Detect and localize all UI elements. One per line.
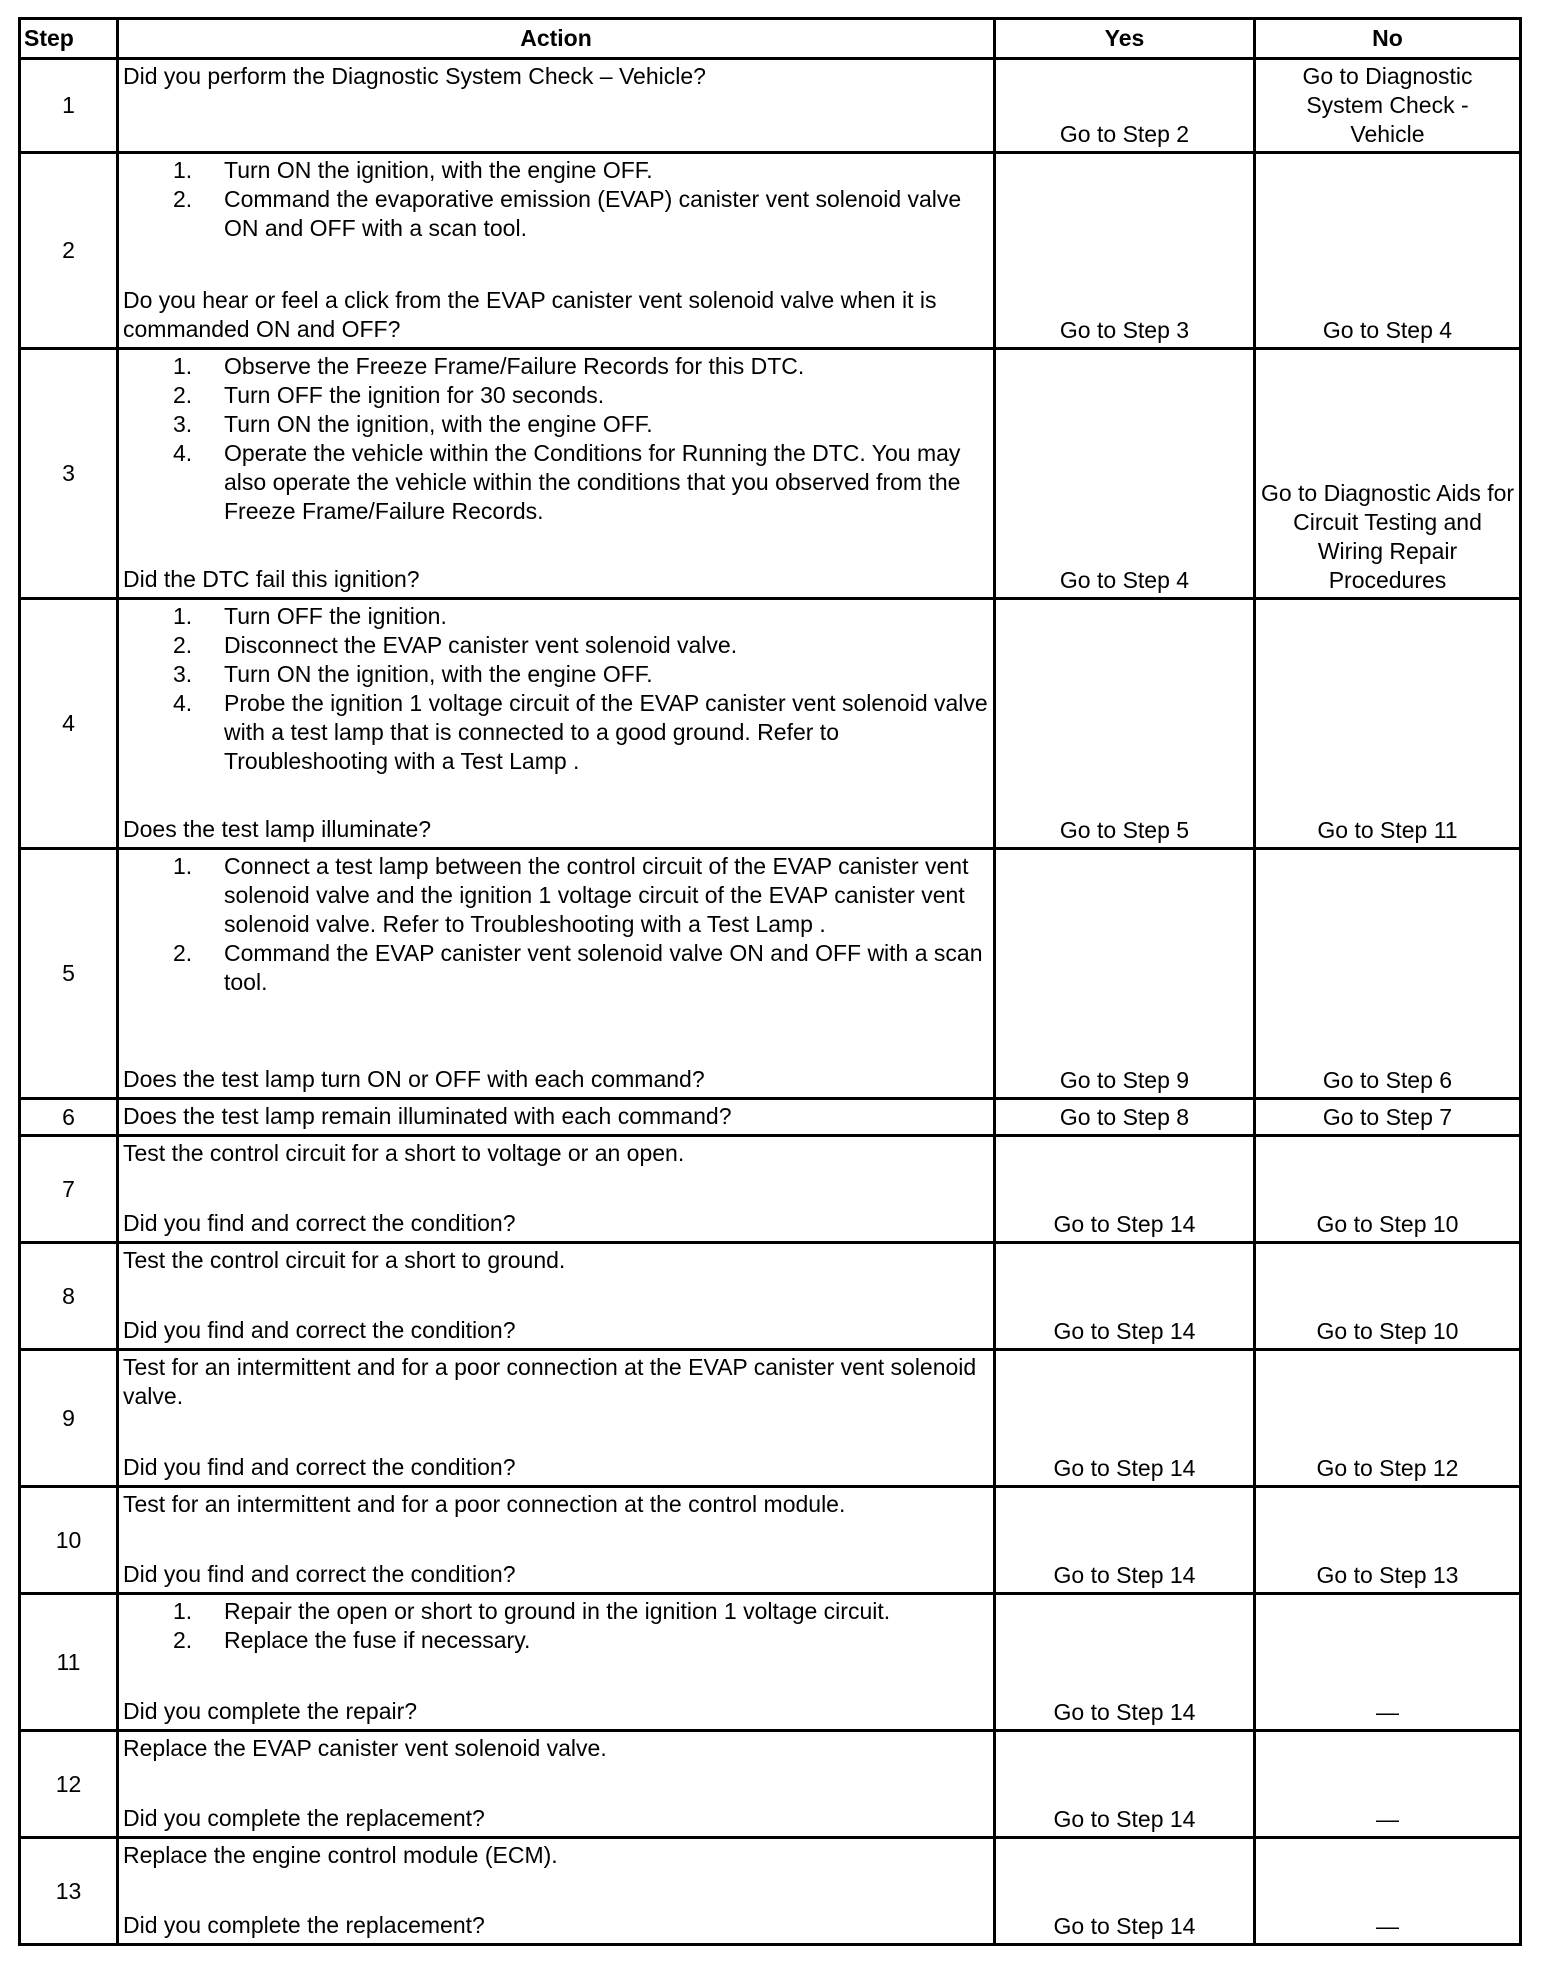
table-row [20, 1731, 1521, 1838]
action-intro: Test for an intermittent and for a poor connection at the EVAP canister vent solenoid valve. [123, 1354, 977, 1409]
action-cell [118, 849, 995, 1099]
no-cell: Go to Step 12 [1255, 1350, 1521, 1487]
action-content [123, 1490, 989, 1589]
action-content [123, 1841, 989, 1940]
step-number: 6 [20, 1099, 118, 1136]
table-row [20, 1099, 1521, 1136]
action-step-item [123, 156, 989, 185]
action-step-item [123, 1626, 989, 1655]
action-question: Does the test lamp turn ON or OFF with each command? [123, 1066, 705, 1092]
action-instructions [123, 1139, 989, 1168]
action-step-text: Probe the ignition 1 voltage circuit of the EVAP canister vent solenoid valve with a test lamp that is connected to a good ground. Refer to Troubleshooting with a Test Lamp . [224, 690, 988, 774]
action-step-item [123, 381, 989, 410]
step-number: 9 [20, 1350, 118, 1487]
step-number: 11 [20, 1594, 118, 1731]
table-row [20, 849, 1521, 1099]
action-cell [118, 1838, 995, 1945]
yes-cell: Go to Step 14 [995, 1594, 1255, 1731]
action-instructions [123, 1490, 989, 1519]
no-cell: — [1255, 1731, 1521, 1838]
action-step-text: Disconnect the EVAP canister vent solenoid valve. [224, 632, 738, 658]
step-number: 2 [20, 153, 118, 349]
action-instructions [123, 1597, 989, 1655]
action-content [123, 62, 989, 147]
action-intro: Test for an intermittent and for a poor connection at the control module. [123, 1491, 846, 1517]
no-cell: Go to Step 7 [1255, 1099, 1521, 1136]
action-step-item [123, 410, 989, 439]
action-step-item [123, 939, 989, 997]
action-step-item [123, 1597, 989, 1626]
table-row [20, 1838, 1521, 1945]
action-step-number: 1. [173, 853, 193, 879]
table-row [20, 1350, 1521, 1487]
action-step-number: 2. [173, 186, 193, 212]
action-intro: Replace the EVAP canister vent solenoid valve. [123, 1735, 607, 1761]
action-step-item [123, 689, 989, 776]
action-step-text: Turn OFF the ignition. [224, 603, 447, 629]
action-content [123, 1246, 989, 1345]
step-number: 5 [20, 849, 118, 1099]
action-content [123, 1353, 989, 1482]
action-step-item [123, 439, 989, 526]
header-no: No [1255, 19, 1521, 59]
action-content [123, 852, 989, 1094]
header-row [20, 19, 1521, 59]
action-step-list [123, 852, 989, 997]
action-cell [118, 1243, 995, 1350]
action-step-item [123, 602, 989, 631]
action-step-text: Observe the Freeze Frame/Failure Records for this DTC. [224, 353, 805, 379]
header-action: Action [118, 19, 995, 59]
yes-cell: Go to Step 14 [995, 1731, 1255, 1838]
action-step-number: 2. [173, 382, 193, 408]
table-row [20, 349, 1521, 599]
action-step-item [123, 660, 989, 689]
action-step-text: Turn ON the ignition, with the engine OFF. [224, 157, 653, 183]
action-instructions [123, 1734, 989, 1763]
action-question: Did the DTC fail this ignition? [123, 566, 420, 592]
action-step-text: Connect a test lamp between the control circuit of the EVAP canister vent solenoid valve and the ignition 1 voltage circuit of the EVAP canister vent solenoid valve. Refer to Troubleshooting with a Test Lamp . [224, 853, 969, 937]
action-step-number: 1. [173, 353, 193, 379]
action-content [123, 1139, 989, 1238]
action-step-number: 3. [173, 411, 193, 437]
action-content [123, 1597, 989, 1726]
action-question: Did you find and correct the condition? [123, 1454, 516, 1480]
action-step-text: Turn ON the ignition, with the engine OFF. [224, 661, 653, 687]
action-question: Did you find and correct the condition? [123, 1561, 516, 1587]
step-number: 3 [20, 349, 118, 599]
action-step-number: 4. [173, 440, 193, 466]
action-content [123, 1102, 989, 1131]
yes-cell: Go to Step 2 [995, 59, 1255, 153]
table-row [20, 1594, 1521, 1731]
yes-cell: Go to Step 8 [995, 1099, 1255, 1136]
header-yes: Yes [995, 19, 1255, 59]
action-step-text: Command the EVAP canister vent solenoid valve ON and OFF with a scan tool. [224, 940, 983, 995]
action-step-number: 2. [173, 940, 193, 966]
action-content [123, 602, 989, 844]
no-cell: Go to Step 13 [1255, 1487, 1521, 1594]
yes-cell: Go to Step 14 [995, 1350, 1255, 1487]
table-row [20, 59, 1521, 153]
action-step-list [123, 602, 989, 776]
action-cell [118, 1487, 995, 1594]
table-row [20, 153, 1521, 349]
table-row [20, 1243, 1521, 1350]
yes-cell: Go to Step 4 [995, 349, 1255, 599]
table-row [20, 1487, 1521, 1594]
action-content [123, 1734, 989, 1833]
diagnostic-table [18, 17, 1522, 1946]
action-intro: Test the control circuit for a short to ground. [123, 1247, 566, 1273]
action-cell [118, 1099, 995, 1136]
action-step-text: Command the evaporative emission (EVAP) canister vent solenoid valve ON and OFF with a scan tool. [224, 186, 962, 241]
step-number: 4 [20, 599, 118, 849]
action-cell [118, 59, 995, 153]
action-instructions [123, 1841, 989, 1870]
step-number: 12 [20, 1731, 118, 1838]
action-instructions [123, 156, 989, 243]
action-instructions [123, 1353, 989, 1411]
action-step-number: 3. [173, 661, 193, 687]
action-step-number: 2. [173, 632, 193, 658]
action-cell [118, 153, 995, 349]
step-number: 1 [20, 59, 118, 153]
table-row [20, 1136, 1521, 1243]
action-step-number: 1. [173, 157, 193, 183]
action-step-text: Replace the fuse if necessary. [224, 1627, 531, 1653]
action-instructions [123, 852, 989, 997]
action-content [123, 352, 989, 594]
action-question: Does the test lamp remain illuminated with each command? [123, 1103, 732, 1129]
action-question: Did you complete the repair? [123, 1698, 418, 1724]
action-step-item [123, 631, 989, 660]
action-cell [118, 1136, 995, 1243]
action-step-list [123, 156, 989, 243]
action-instructions [123, 352, 989, 526]
yes-cell: Go to Step 14 [995, 1487, 1255, 1594]
table-row [20, 599, 1521, 849]
no-cell: Go to Step 10 [1255, 1136, 1521, 1243]
action-question: Do you hear or feel a click from the EVAP canister vent solenoid valve when it is commanded ON and OFF? [123, 287, 937, 342]
no-cell: Go to Step 10 [1255, 1243, 1521, 1350]
action-cell [118, 1350, 995, 1487]
action-intro: Test the control circuit for a short to voltage or an open. [123, 1140, 685, 1166]
action-step-number: 2. [173, 1627, 193, 1653]
action-step-text: Turn ON the ignition, with the engine OFF. [224, 411, 653, 437]
action-question: Did you find and correct the condition? [123, 1210, 516, 1236]
yes-cell: Go to Step 14 [995, 1136, 1255, 1243]
action-step-text: Turn OFF the ignition for 30 seconds. [224, 382, 605, 408]
action-step-text: Operate the vehicle within the Conditions for Running the DTC. You may also operate the vehicle within the conditions that you observed from the Freeze Frame/Failure Records. [224, 440, 961, 524]
action-question: Did you perform the Diagnostic System Check – Vehicle? [123, 63, 706, 89]
action-intro: Replace the engine control module (ECM). [123, 1842, 558, 1868]
action-step-number: 1. [173, 603, 193, 629]
action-step-number: 4. [173, 690, 193, 716]
step-number: 8 [20, 1243, 118, 1350]
action-content [123, 156, 989, 344]
action-step-text: Repair the open or short to ground in the ignition 1 voltage circuit. [224, 1598, 891, 1624]
action-question: Did you find and correct the condition? [123, 1317, 516, 1343]
header-step: Step [20, 19, 118, 59]
action-step-item [123, 852, 989, 939]
no-cell: Go to Step 11 [1255, 599, 1521, 849]
action-step-item [123, 352, 989, 381]
action-cell [118, 599, 995, 849]
action-instructions [123, 602, 989, 776]
action-instructions [123, 1246, 989, 1275]
action-question: Did you complete the replacement? [123, 1912, 485, 1938]
action-step-list [123, 352, 989, 526]
yes-cell: Go to Step 3 [995, 153, 1255, 349]
action-step-list [123, 1597, 989, 1655]
action-question: Did you complete the replacement? [123, 1805, 485, 1831]
no-cell: Go to Diagnostic System Check - Vehicle [1255, 59, 1521, 153]
action-question: Does the test lamp illuminate? [123, 816, 432, 842]
yes-cell: Go to Step 14 [995, 1243, 1255, 1350]
no-cell: Go to Step 4 [1255, 153, 1521, 349]
action-cell [118, 349, 995, 599]
action-cell [118, 1731, 995, 1838]
action-step-item [123, 185, 989, 243]
step-number: 13 [20, 1838, 118, 1945]
no-cell: — [1255, 1838, 1521, 1945]
yes-cell: Go to Step 14 [995, 1838, 1255, 1945]
step-number: 10 [20, 1487, 118, 1594]
action-step-number: 1. [173, 1598, 193, 1624]
step-number: 7 [20, 1136, 118, 1243]
no-cell: Go to Diagnostic Aids for Circuit Testing and Wiring Repair Procedures [1255, 349, 1521, 599]
no-cell: Go to Step 6 [1255, 849, 1521, 1099]
no-cell: — [1255, 1594, 1521, 1731]
yes-cell: Go to Step 9 [995, 849, 1255, 1099]
yes-cell: Go to Step 5 [995, 599, 1255, 849]
action-cell [118, 1594, 995, 1731]
